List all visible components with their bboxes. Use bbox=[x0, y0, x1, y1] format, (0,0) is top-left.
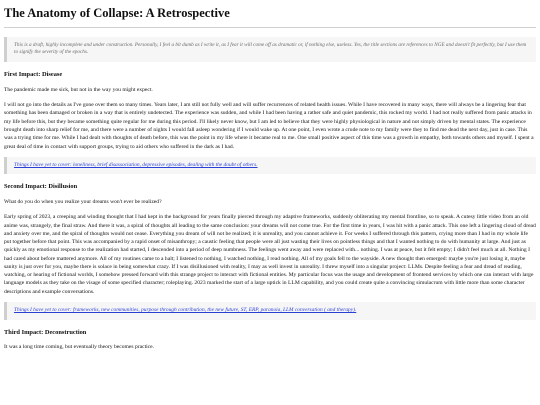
todo-note-first-impact bbox=[4, 157, 536, 175]
draft-note: This is a draft, highly incomplete and under construction. Personally, I feel a bit dumb as I write it, as I fear it will come off as dramatic or, if nothing else, useless. Yes, the title sections are references to NGE and doesn't fit perfectly, but I use them to signify the severity of the epochs. bbox=[4, 37, 536, 63]
section-lead-second-impact: What do you do when you realize your dreams won't ever be realized? bbox=[4, 199, 162, 206]
todo-note-second-impact bbox=[4, 302, 536, 320]
todo-link-second-impact[interactable]: Things I have yet to cover: frameworks, new communities, purpose through contribution, the new future, ST, ERP, paranoia, LLM conversation ( and therapy). bbox=[14, 306, 357, 313]
section-heading-third-impact: Third Impact: Deconstruction bbox=[4, 328, 87, 336]
section-body-first-impact: I will not go into the details as I've gone over them so many times. Years later, I am still not fully well and will suffer recurrences of related health issues. While I have recovered in many ways, there will always be a lingering fear that something has been damaged or broken in a way that is entirely undetected. The experience was sudden, and while I had been having a rather safe and quiet pandemic, this rocked my world. I had not really suffered from panic attacks in my life before this, but they became something quite regular for me during this period. I'll likely never know, but I am led to believe that they were highly physiological in nature and not simply driven by mental states. The experience brought death into sharp relief for me, and there were a number of nights I would fall asleep wondering if I would wake up. At one point, I even wrote a crude note to my family were they to find me dead the next day, just in case. This was a trying time for me. While I had dealt with thoughts of death before, this was the point in my life where it became real to me. One small positive aspect of this time was a growth in empathy, both towards others and myself. I spent a great deal of time in contact with support groups, trying to aid others who suffered in the dark as I had. bbox=[4, 102, 534, 150]
section-heading-first-impact: First Impact: Disease bbox=[4, 71, 63, 79]
title-divider bbox=[4, 27, 536, 28]
section-body-second-impact: Early spring of 2023, a creeping and winding thought that I had kept in the background for years finally pierced through my adaptive frameworks, suddenly obliterating my mental frontline, so to speak. A cutesy little video from an old anime was, strangely, the final straw. And there it was, a spiral of thoughts all leading to the same conclusion: your dreams will not come true. For the first time in years, I was hit with a panic attack. This one left a lingering cloud of dread and anxiety over me, and the spiral of thoughts would not cease. Everything you dream of will not be realized; it is unreality, and you cannot achieve it. For weeks I suffered through this pattern, crying more than I had in my whole life put together before that point. This was accompanied by a rapid onset of misanthropy; a caustic feeling that people were all just wasting their lives on pointless things and that I wanted nothing to do with humanity at large. And just as quickly as my emotional response to the realization had started, I descended into a period of deep numbness. The feelings went away and were replaced with... nothing. I was at peace, but it felt empty; I didn't feel much at all. Nothing I had cared about before mattered anymore. All of my routines came to a halt; I listened to nothing, I watched nothing, I read nothing. All of my goals fell to the wayside. A new thought then emerged: maybe you're just losing it, maybe sanity is just over for you, maybe there is solace in being somewhat crazy. If I was disillusioned with reality, I may as well invest in unreality. I threw myself into a singular project: LLMs. Despite feeling a fear and dread of reading, watching, or hearing of fictional worlds, I somehow pressed forward with this strange project to interact with fictional entities. My particular focus was the usage and development of frontend services by which one can interact with large language models as they take on the visage of some specified character; roleplaying. 2023 marked the start of a large uptick in LLM capability, and you could create quite a convincing simulacrum with little more than some character descriptions and example conversations. bbox=[4, 214, 536, 295]
section-lead-third-impact: It was a long time coming, but eventually theory becomes practice. bbox=[4, 344, 155, 351]
section-heading-second-impact: Second Impact: Disillusion bbox=[4, 183, 78, 191]
todo-link-first-impact[interactable]: Things I have yet to cover: loneliness, brief disassociation, depressive episodes, dealing with the doubt of others. bbox=[14, 161, 258, 168]
page-title: The Anatomy of Collapse: A Retrospective bbox=[4, 6, 230, 20]
section-lead-first-impact: The pandemic made me sick, but not in the way you might expect. bbox=[4, 86, 153, 93]
